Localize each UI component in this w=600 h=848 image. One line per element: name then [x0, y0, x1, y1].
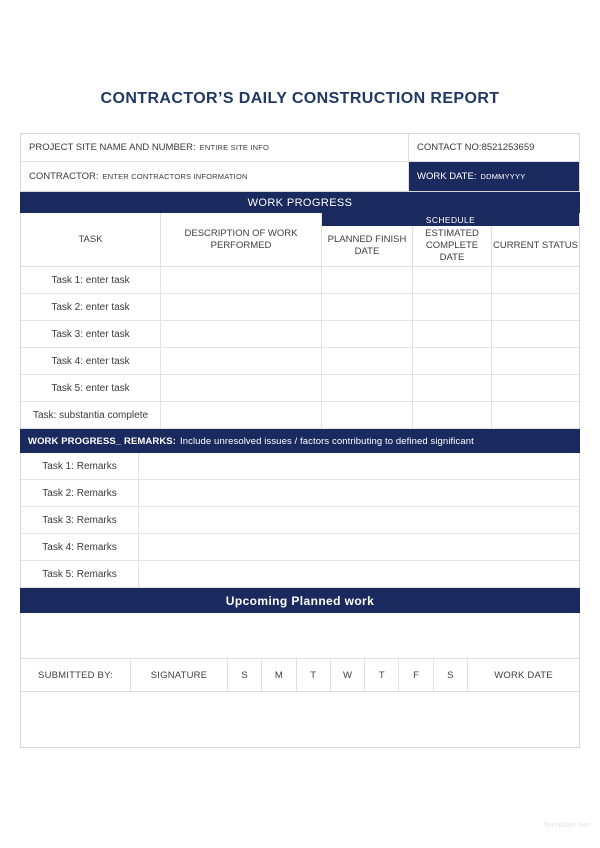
remarks-label-cell[interactable]: Task 4: Remarks	[21, 534, 139, 560]
day-cell-sunday: S	[228, 659, 262, 691]
remarks-row	[21, 561, 579, 588]
contractor-field[interactable]	[21, 162, 409, 191]
remarks-row	[21, 534, 579, 561]
remarks-label-cell[interactable]: Task 5: Remarks	[21, 561, 139, 587]
remarks-label-cell[interactable]: Task 1: Remarks	[21, 453, 139, 479]
column-header-task: TASK	[21, 213, 161, 266]
contact-no-value[interactable]: CONTACT NO:8521253659	[417, 142, 535, 153]
day-cell-friday: F	[399, 659, 433, 691]
task-label-cell[interactable]: Task 5: enter task	[21, 375, 161, 401]
upcoming-work-area[interactable]	[20, 613, 580, 659]
page-title: CONTRACTOR’S DAILY CONSTRUCTION REPORT	[100, 90, 500, 107]
project-site-field[interactable]	[21, 134, 409, 162]
current-status-cell[interactable]	[492, 348, 579, 374]
planned-finish-date-cell[interactable]	[322, 348, 413, 374]
remarks-banner-label: WORK PROGRESS_ REMARKS:	[28, 435, 176, 447]
current-status-cell[interactable]	[492, 402, 579, 428]
submission-header-row	[20, 659, 580, 692]
description-cell[interactable]	[161, 348, 322, 374]
task-label-cell[interactable]: Task 2: enter task	[21, 294, 161, 320]
watermark: Template.net	[543, 820, 590, 829]
contractor-value[interactable]: ENTER CONTRACTORS INFORMATION	[102, 172, 248, 181]
estimated-complete-date-cell[interactable]	[413, 375, 492, 401]
description-cell[interactable]	[161, 294, 322, 320]
planned-finish-date-cell[interactable]	[322, 402, 413, 428]
task-row	[21, 348, 579, 375]
upcoming-work-banner	[20, 588, 580, 613]
remarks-banner	[20, 429, 580, 453]
current-status-cell[interactable]	[492, 294, 579, 320]
remarks-row	[21, 453, 579, 480]
column-header-current-status: CURRENT STATUS	[493, 240, 578, 252]
task-label-cell[interactable]: Task: substantia complete	[21, 402, 161, 428]
remarks-value-cell[interactable]	[139, 480, 579, 506]
day-cell-saturday: S	[434, 659, 468, 691]
column-header-planned-finish-date: PLANNED FINISH DATE	[322, 226, 413, 266]
remarks-row	[21, 480, 579, 507]
remarks-banner-description: Include unresolved issues / factors contributing to defined significant	[179, 435, 474, 447]
estimated-complete-date-cell[interactable]	[413, 267, 492, 293]
remarks-row	[21, 507, 579, 534]
description-cell[interactable]	[161, 321, 322, 347]
work-progress-banner-label: WORK PROGRESS	[247, 196, 353, 209]
remarks-value-cell[interactable]	[139, 534, 579, 560]
remarks-value-cell[interactable]	[139, 507, 579, 533]
current-status-cell[interactable]	[492, 267, 579, 293]
project-site-label: PROJECT SITE NAME AND NUMBER:	[29, 142, 196, 153]
task-label-cell[interactable]: Task 3: enter task	[21, 321, 161, 347]
estimated-complete-date-cell[interactable]	[413, 402, 492, 428]
description-cell[interactable]	[161, 375, 322, 401]
estimated-complete-date-cell[interactable]	[413, 348, 492, 374]
work-progress-table	[20, 267, 580, 429]
submitted-by-label: SUBMITTED BY:	[21, 659, 131, 691]
column-header-description: DESCRIPTION OF WORK PERFORMED	[161, 213, 322, 266]
remarks-value-cell[interactable]	[139, 561, 579, 587]
report-form	[20, 133, 580, 748]
remarks-value-cell[interactable]	[139, 453, 579, 479]
task-row	[21, 294, 579, 321]
work-date-field[interactable]	[409, 162, 579, 191]
current-status-cell[interactable]	[492, 375, 579, 401]
schedule-header: SCHEDULE	[322, 213, 579, 226]
day-cell-tuesday: T	[297, 659, 331, 691]
planned-finish-date-cell[interactable]	[322, 294, 413, 320]
remarks-label-cell[interactable]: Task 2: Remarks	[21, 480, 139, 506]
work-date-value[interactable]: DDMMYYYY	[480, 172, 526, 181]
task-row	[21, 267, 579, 294]
current-status-cell[interactable]	[492, 321, 579, 347]
column-header-estimated-complete-date: ESTIMATED COMPLETE DATE	[413, 226, 492, 266]
remarks-label-cell[interactable]: Task 3: Remarks	[21, 507, 139, 533]
contractor-label: CONTRACTOR:	[29, 171, 99, 182]
task-row	[21, 321, 579, 348]
description-cell[interactable]	[161, 402, 322, 428]
work-progress-header-row	[20, 213, 580, 267]
description-cell[interactable]	[161, 267, 322, 293]
task-row	[21, 402, 579, 429]
remarks-table	[20, 453, 580, 588]
submission-fill-area[interactable]	[20, 692, 580, 748]
work-date-column-label: WORK DATE	[494, 669, 553, 681]
task-label-cell[interactable]: Task 4: enter task	[21, 348, 161, 374]
task-label-cell[interactable]: Task 1: enter task	[21, 267, 161, 293]
estimated-complete-date-cell[interactable]	[413, 321, 492, 347]
project-site-value[interactable]: ENTIRE SITE INFO	[199, 143, 270, 152]
day-cell-wednesday: W	[331, 659, 365, 691]
upcoming-work-banner-label: Upcoming Planned work	[225, 593, 375, 608]
contact-no-field[interactable]	[409, 134, 579, 162]
planned-finish-date-cell[interactable]	[322, 267, 413, 293]
work-progress-banner	[20, 192, 580, 213]
planned-finish-date-cell[interactable]	[322, 321, 413, 347]
planned-finish-date-cell[interactable]	[322, 375, 413, 401]
signature-label: SIGNATURE	[131, 659, 228, 691]
task-row	[21, 375, 579, 402]
day-cell-thursday: T	[365, 659, 399, 691]
day-cell-monday: M	[262, 659, 296, 691]
estimated-complete-date-cell[interactable]	[413, 294, 492, 320]
work-date-label: WORK DATE:	[417, 171, 477, 182]
project-info-table	[20, 133, 580, 192]
